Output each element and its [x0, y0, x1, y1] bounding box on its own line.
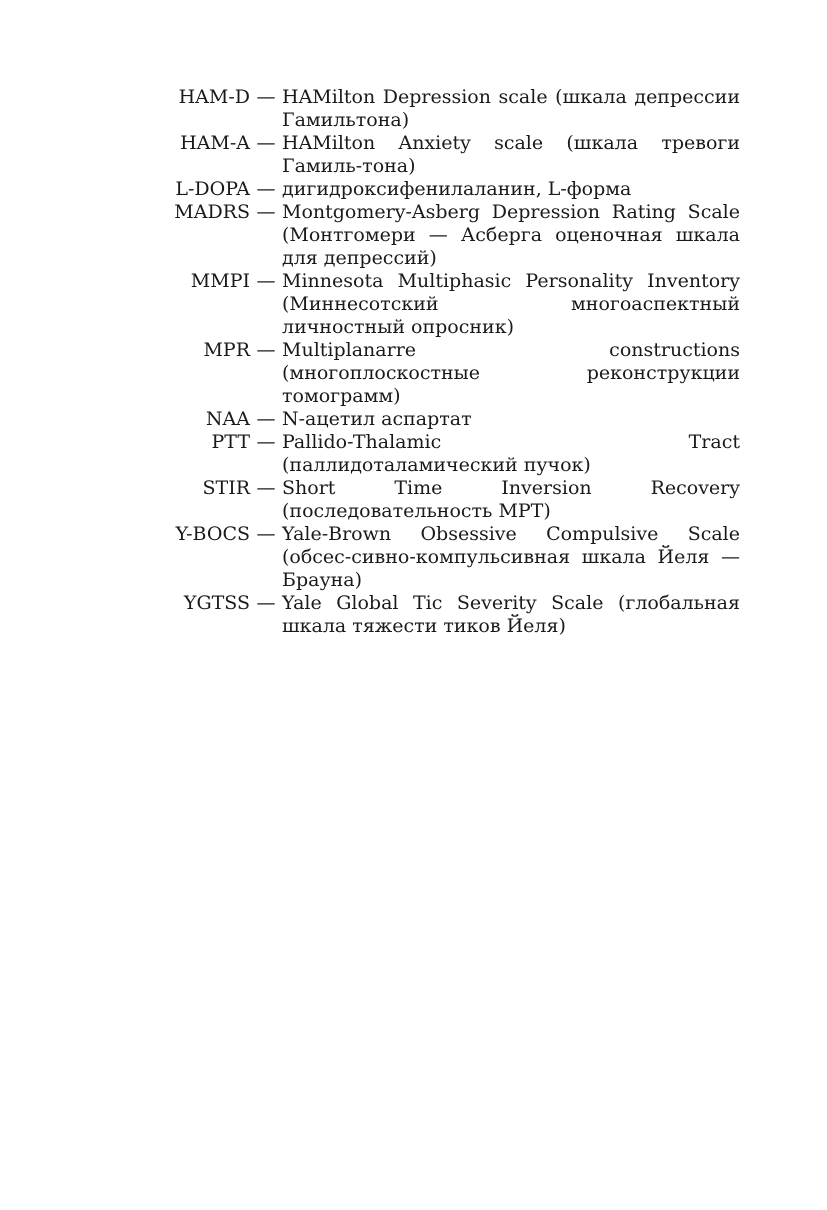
em-dash-separator: — [256, 270, 276, 292]
definition: HAMilton Depression scale (шкала депрессии Гамильтона) [282, 86, 740, 131]
definition: Multiplanarre constructions (многоплоскостные реконструкции томограмм) [282, 339, 740, 407]
em-dash-separator: — [256, 86, 276, 108]
definition: Yale-Brown Obsessive Compulsive Scale (обсес-сивно-компульсивная шкала Йеля — Брауна) [282, 523, 740, 591]
glossary-entry-mpr [170, 339, 740, 408]
definition: N-ацетил аспартат [282, 408, 472, 430]
abbreviation: MMPI [190, 270, 250, 292]
abbreviation-list [170, 86, 740, 638]
abbreviation: MPR [203, 339, 250, 361]
glossary-entry-stir [170, 477, 740, 523]
glossary-entry-ptt [170, 431, 740, 477]
abbreviation: STIR [202, 477, 250, 499]
em-dash-separator: — [256, 431, 276, 453]
glossary-entry-ham-d [170, 86, 740, 132]
glossary-entry-naa [170, 408, 740, 431]
glossary-entry-mmpi [170, 270, 740, 339]
abbreviation: PTT [211, 431, 250, 453]
definition: Short Time Inversion Recovery (последовательность МРТ) [282, 477, 740, 522]
em-dash-separator: — [256, 201, 276, 223]
definition: Montgomery-Asberg Depression Rating Scale (Монтгомери — Асберга оценочная шкала для депрессий) [282, 201, 740, 269]
definition: дигидроксифенилаланин, L-форма [282, 178, 632, 200]
abbreviation: HAM-A [180, 132, 250, 154]
em-dash-separator: — [256, 339, 276, 361]
em-dash-separator: — [256, 523, 276, 545]
em-dash-separator: — [256, 592, 276, 614]
abbreviation: Y-BOCS [175, 523, 250, 545]
glossary-entry-madrs [170, 201, 740, 270]
abbreviation: MADRS [174, 201, 250, 223]
abbreviation: NAA [205, 408, 250, 430]
glossary-entry-y-bocs [170, 523, 740, 592]
definition: HAMilton Anxiety scale (шкала тревоги Гамиль-тона) [282, 132, 740, 177]
abbreviation: L-DOPA [175, 178, 250, 200]
em-dash-separator: — [256, 132, 276, 154]
abbreviation: YGTSS [183, 592, 250, 614]
definition: Yale Global Tic Severity Scale (глобальная шкала тяжести тиков Йеля) [282, 592, 740, 637]
em-dash-separator: — [256, 477, 276, 499]
abbreviation: HAM-D [178, 86, 250, 108]
glossary-entry-ygtss [170, 592, 740, 638]
definition: Pallido-Thalamic Tract (паллидоталамический пучок) [282, 431, 740, 476]
em-dash-separator: — [256, 178, 276, 200]
glossary-entry-l-dopa [170, 178, 740, 201]
definition: Minnesota Multiphasic Personality Inventory (Миннесотский многоаспектный личностный опросник) [282, 270, 740, 338]
glossary-entry-ham-a [170, 132, 740, 178]
em-dash-separator: — [256, 408, 276, 430]
